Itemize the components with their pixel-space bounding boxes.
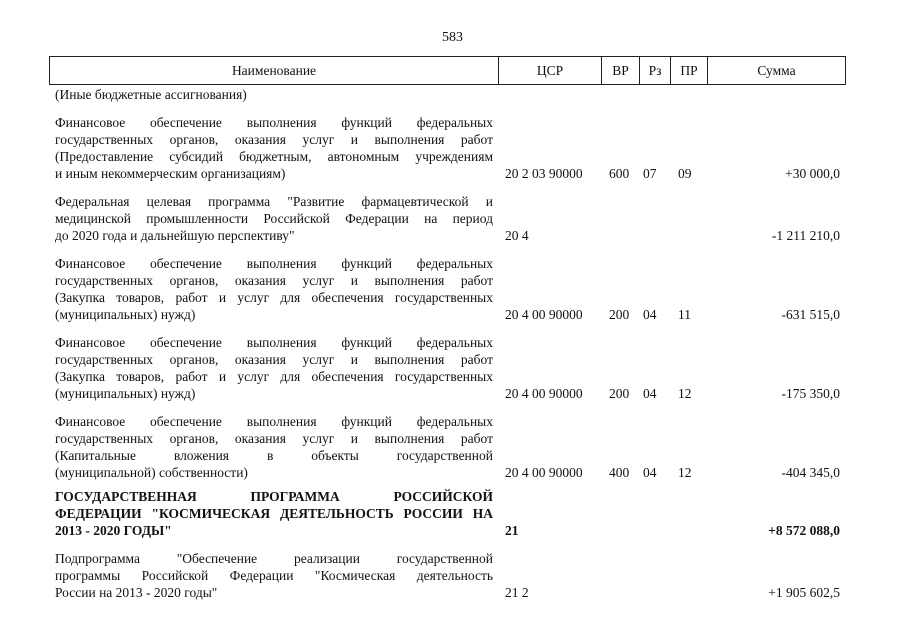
header-rz: Рз — [640, 57, 671, 84]
row-name-line: программы Российской Федерации "Космическая деятельность — [55, 568, 493, 583]
row-rz: 07 — [643, 166, 657, 181]
row-pr: 11 — [678, 307, 691, 322]
row-name-line: ГОСУДАРСТВЕННАЯ ПРОГРАММА РОССИЙСКОЙ — [55, 489, 493, 504]
table-row — [55, 114, 845, 182]
row-vr: 200 — [609, 307, 630, 322]
row-name — [55, 488, 493, 539]
row-name-line: и иным некоммерческим организациям) — [55, 166, 286, 181]
row-name-line: ФЕДЕРАЦИИ "КОСМИЧЕСКАЯ ДЕЯТЕЛЬНОСТЬ РОССИИ НА — [55, 506, 493, 521]
row-sum: +1 905 602,5 — [768, 585, 840, 600]
row-name — [55, 255, 493, 323]
row-name — [55, 86, 493, 103]
row-name — [55, 550, 493, 601]
row-name-line: до 2020 года и дальнейшую перспективу" — [55, 228, 295, 243]
row-csr: 20 4 00 90000 — [505, 465, 583, 480]
row-rz: 04 — [643, 386, 657, 401]
row-name-line: Финансовое обеспечение выполнения функций федеральных — [55, 335, 493, 350]
row-sum: +30 000,0 — [785, 166, 840, 181]
row-name-line: России на 2013 - 2020 годы" — [55, 585, 218, 600]
row-name-line: (Капитальные вложения в объекты государственной — [55, 448, 493, 463]
row-pr: 12 — [678, 386, 692, 401]
table-row — [55, 550, 845, 601]
row-name-line: государственных органов, оказания услуг и выполнения работ — [55, 132, 493, 147]
row-name-line: (муниципальных) нужд) — [55, 386, 196, 401]
row-name-line: Финансовое обеспечение выполнения функций федеральных — [55, 256, 493, 271]
row-vr: 400 — [609, 465, 630, 480]
row-name-line: 2013 - 2020 ГОДЫ" — [55, 523, 172, 538]
row-name-line: государственных органов, оказания услуг и выполнения работ — [55, 431, 493, 446]
row-csr: 20 4 00 90000 — [505, 386, 583, 401]
table-row — [55, 488, 845, 539]
table-row — [55, 255, 845, 323]
row-name-line: медицинской промышленности Российской Федерации на период — [55, 211, 493, 226]
row-csr: 21 2 — [505, 585, 529, 600]
row-csr: 21 — [505, 523, 519, 538]
row-name-line: Финансовое обеспечение выполнения функций федеральных — [55, 115, 493, 130]
row-name — [55, 114, 493, 182]
table-row — [55, 86, 845, 103]
header-csr: ЦСР — [499, 57, 602, 84]
header-vr: ВР — [602, 57, 640, 84]
row-sum: -631 515,0 — [781, 307, 840, 322]
row-csr: 20 4 — [505, 228, 529, 243]
row-name-line: (муниципальной) собственности) — [55, 465, 248, 480]
row-sum: -404 345,0 — [781, 465, 840, 480]
row-pr: 12 — [678, 465, 692, 480]
row-name-line: (муниципальных) нужд) — [55, 307, 196, 322]
row-name-line: Федеральная целевая программа "Развитие фармацевтической и — [55, 194, 493, 209]
row-name-line: Подпрограмма "Обеспечение реализации государственной — [55, 551, 493, 566]
row-name-line: (Предоставление субсидий бюджетным, автономным учреждениям — [55, 149, 493, 164]
row-name — [55, 334, 493, 402]
header-sum: Сумма — [757, 62, 796, 78]
table-body — [55, 86, 845, 601]
row-sum: +8 572 088,0 — [768, 523, 840, 538]
row-sum: -1 211 210,0 — [771, 228, 840, 243]
table-row — [55, 334, 845, 402]
table-row — [55, 413, 845, 481]
row-vr: 600 — [609, 166, 630, 181]
row-name — [55, 413, 493, 481]
row-name-line: Финансовое обеспечение выполнения функций федеральных — [55, 414, 493, 429]
row-csr: 20 2 03 90000 — [505, 166, 583, 181]
table-row — [55, 193, 845, 244]
header-name: Наименование — [50, 57, 499, 84]
row-pr: 09 — [678, 166, 692, 181]
row-name-line: государственных органов, оказания услуг и выполнения работ — [55, 352, 493, 367]
row-name-line: государственных органов, оказания услуг и выполнения работ — [55, 273, 493, 288]
row-csr: 20 4 00 90000 — [505, 307, 583, 322]
row-name — [55, 193, 493, 244]
row-rz: 04 — [643, 307, 657, 322]
row-rz: 04 — [643, 465, 657, 480]
header-pr: ПР — [671, 57, 708, 84]
table-header — [49, 56, 846, 85]
row-sum: -175 350,0 — [781, 386, 840, 401]
row-name-line: (Закупка товаров, работ и услуг для обеспечения государственных — [55, 290, 493, 305]
row-vr: 200 — [609, 386, 630, 401]
row-name-line: (Закупка товаров, работ и услуг для обеспечения государственных — [55, 369, 493, 384]
row-name-line: (Иные бюджетные ассигнования) — [55, 87, 247, 102]
page-number: 583 — [442, 30, 463, 45]
